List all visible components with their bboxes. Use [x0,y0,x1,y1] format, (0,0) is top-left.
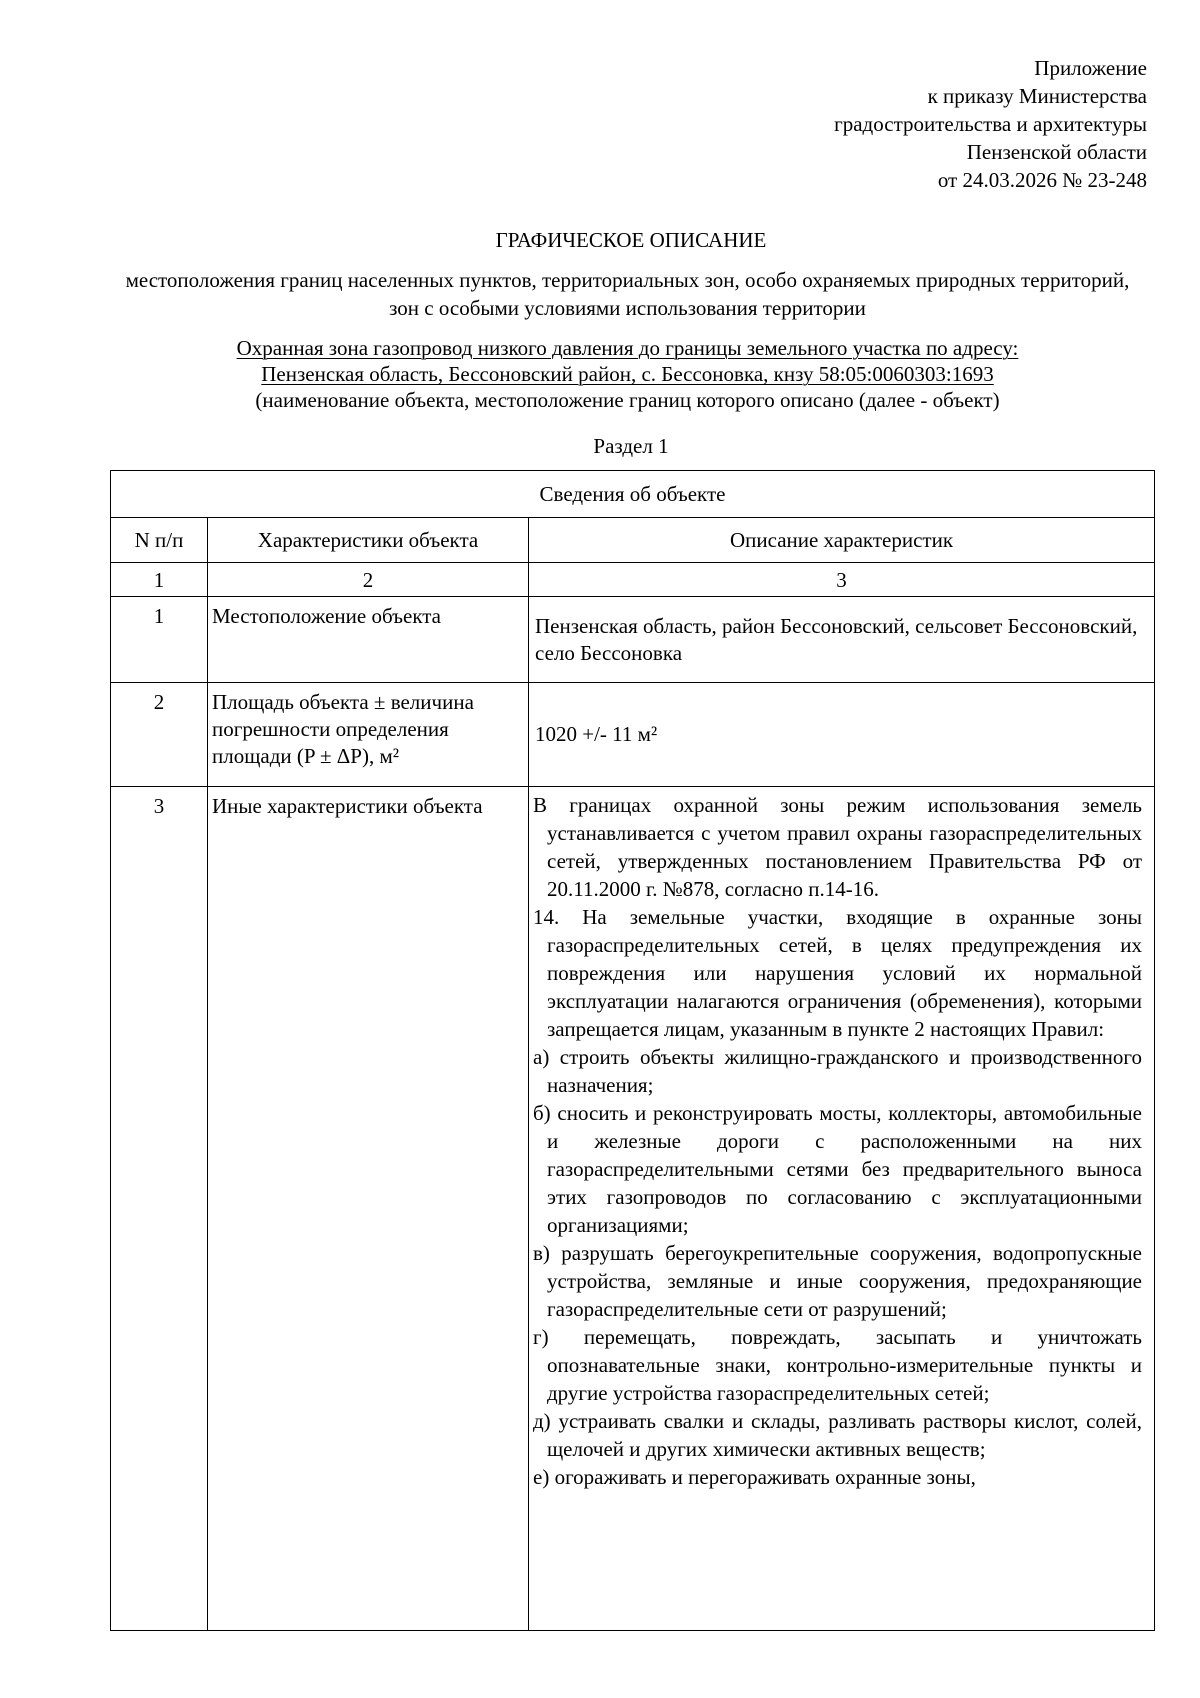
table-header: Сведения об объекте [111,471,1155,518]
list-item: д) устраивать свалки и склады, разливать растворы кислот, солей, щелочей и других химически активных веществ; [533,1409,1142,1461]
appendix-line: Приложение [1034,56,1147,80]
object-name-line: Охранная зона газопровод низкого давления до границы земельного участка по адресу: [236,336,1019,360]
table-row [111,597,1155,683]
column-headers-row [111,518,1155,563]
row-description: Пензенская область, район Бессоновский, сельсовет Бессоновский, село Бессоновка [529,597,1155,683]
table-row [111,683,1155,787]
list-item: в) разрушать берегоукрепительные сооружения, водопропускные устройства, земляные и иные сооружения, предохраняющие газораспределительные сети от разрушений; [533,1241,1142,1321]
row-number: 3 [111,787,208,1631]
object-name-block [110,335,1145,413]
list-item: б) сносить и реконструировать мосты, коллекторы, автомобильные и железные дороги с расположенными на них газораспределительными сетями без предварительного выноса этих газопроводов по согласованию с эксплуатационными организациями; [533,1101,1142,1237]
row-characteristic: Иные характеристики объекта [208,787,529,1631]
appendix-date-number: от 24.03.2026 № 23-248 [937,168,1147,192]
document-title: ГРАФИЧЕСКОЕ ОПИСАНИЕ [495,228,767,252]
column-number: 1 [111,563,208,597]
row-description [529,787,1155,1631]
paragraph: В границах охранной зоны режим использования земель устанавливается с учетом правил охраны газораспределительных сетей, утвержденных постановлением Правительства РФ от 20.11.2000 г. №878, согласно п.14-16. [533,793,1142,901]
column-header-description: Описание характеристик [529,518,1155,563]
row-description: 1020 +/- 11 м² [529,683,1155,787]
appendix-line: к приказу Министерства [927,84,1147,108]
document-subtitle: местоположения границ населенных пунктов, территориальных зон, особо охраняемых природных территорий, зон с особыми условиями использования территории [125,268,1130,320]
table-header-row [111,471,1155,518]
table-row [111,787,1155,1631]
column-header-number: N п/п [111,518,208,563]
list-item: а) строить объекты жилищно-гражданского и производственного назначения; [533,1045,1142,1097]
column-number: 2 [208,563,529,597]
row-characteristic: Местоположение объекта [208,597,529,683]
row-characteristic: Площадь объекта ± величина погрешности определения площади (P ± ΔP), м² [208,683,529,787]
object-caption: (наименование объекта, местоположение границ которого описано (далее - объект) [255,388,1000,412]
row-number: 2 [111,683,208,787]
appendix-line: Пензенской области [966,140,1147,164]
list-item: е) огораживать и перегораживать охранные зоны, [533,1465,976,1489]
appendix-line: градостроительства и архитектуры [834,112,1147,136]
object-address-line: Пензенская область, Бессоновский район, с. Бессоновка, кнзу 58:05:0060303:1693 [261,362,994,386]
row-number: 1 [111,597,208,683]
paragraph-14: 14. На земельные участки, входящие в охранные зоны газораспределительных сетей, в целях предупреждения их повреждения или нарушения условий их нормальной эксплуатации налагаются ограничения (обременения), которыми запрещается лицам, указанным в пункте 2 настоящих Правил: [533,905,1142,1041]
column-header-characteristic: Характеристики объекта [208,518,529,563]
section-title: Раздел 1 [593,434,669,458]
list-item: г) перемещать, повреждать, засыпать и уничтожать опознавательные знаки, контрольно-измерительные пункты и другие устройства газораспределительных сетей; [533,1325,1142,1405]
appendix-block [834,54,1147,194]
object-info-table [110,470,1155,1631]
column-numbers-row [111,563,1155,597]
column-number: 3 [529,563,1155,597]
